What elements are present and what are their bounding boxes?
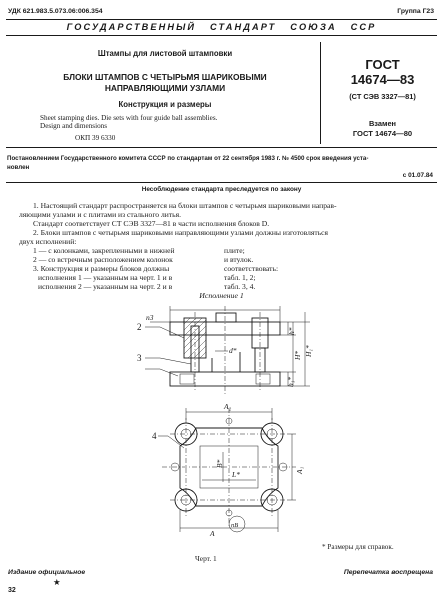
label-h1: h₁* xyxy=(286,376,295,387)
decree-line2: новлен xyxy=(7,164,30,171)
label-2: 2 xyxy=(137,322,142,332)
p2-item1-a: 1 — с колонками, закрепленными в нижней xyxy=(33,246,175,255)
st-sev-reference: (СТ СЭВ 3327—81) xyxy=(349,92,416,101)
footnote: * Размеры для справок. xyxy=(322,543,394,551)
gost-label: ГОСТ xyxy=(365,57,400,72)
p2-item2-b: и втулок. xyxy=(224,255,254,264)
p1-line2: ляющими узлами и с плитами из стального литья. xyxy=(19,210,181,219)
label-A: A xyxy=(210,529,215,538)
p3-a: 3. Конструкция и размеры блоков должны xyxy=(33,264,170,273)
label-4: 4 xyxy=(152,431,157,441)
p2-item1-b: плите; xyxy=(224,246,245,255)
p2-line2: двух исполнений: xyxy=(19,237,77,246)
page-number: 32 xyxy=(8,587,16,594)
effective-date: с 01.07.84 xyxy=(402,172,433,179)
p1-line3: Стандарт соответствует СТ СЭВ 3327—81 в части исполнения блоков D. xyxy=(33,219,270,228)
official-edition: Издание официальное xyxy=(8,569,86,576)
label-H: H* xyxy=(293,350,302,360)
english-title-line2: Design and dimensions xyxy=(40,122,108,130)
label-L: L* xyxy=(232,470,240,479)
edition-star: ★ xyxy=(53,577,61,587)
figure-caption: Черт. 1 xyxy=(195,554,217,563)
label-nB: nB xyxy=(231,522,239,529)
label-h: h* xyxy=(287,327,296,335)
p3-row2-a: исполнения 2 — указанным на черт. 2 и в xyxy=(38,282,173,291)
replaces-label: Взамен xyxy=(368,119,397,128)
p3-b: соответствовать: xyxy=(224,264,279,273)
label-B: B* xyxy=(215,459,224,468)
p2-line1: 2. Блоки штампов с четырьмя шариковыми направляющими узлами должны изготовляться xyxy=(33,228,329,237)
label-d: d* xyxy=(229,346,237,355)
label-3: 3 xyxy=(137,353,142,363)
okp-code: ОКП 39 6330 xyxy=(75,134,116,142)
english-title-line1: Sheet stamping dies. Die sets with four guide ball assemblies. xyxy=(40,114,218,122)
label-A1: A₁ xyxy=(295,466,304,474)
shank xyxy=(216,313,236,322)
p1-line1: 1. Настоящий стандарт распространяется на блоки штампов с четырьмя шариковыми направ- xyxy=(33,201,337,210)
label-A2: A₂ xyxy=(224,402,232,411)
p3-row1-b: табл. 1, 2; xyxy=(224,273,256,282)
decree-line1: Постановлением Государственного комитета СССР по стандартам от 22 сентября 1983 г. № 4500 срок введения уста- xyxy=(7,155,369,162)
standard-banner: ГОСУДАРСТВЕННЫЙ СТАНДАРТ СОЮЗА ССР xyxy=(66,22,377,32)
drawing-title: Исполнение 1 xyxy=(199,291,244,300)
udc-code: УДК 621.983.5.073.06:006.354 xyxy=(8,8,103,15)
label-n3: n3 xyxy=(146,313,154,322)
p3-row2-b: табл. 3, 4. xyxy=(224,282,256,291)
p3-row1-a: исполнения 1 — указанным на черт. 1 и в xyxy=(38,273,173,282)
subtitle: Конструкция и размеры xyxy=(118,100,212,109)
replaces-value: ГОСТ 14674—80 xyxy=(352,129,413,138)
reprint-forbidden: Перепечатка воспрещена xyxy=(343,569,433,576)
label-H1: H₁* xyxy=(304,345,313,357)
legal-notice: Несоблюдение стандарта преследуется по закону xyxy=(141,186,302,193)
group-code: Группа Г23 xyxy=(397,8,434,15)
p2-item2-a: 2 — со встречным расположением колонок xyxy=(33,255,173,264)
category-title: Штампы для листовой штамповки xyxy=(97,49,233,58)
main-title-line1: БЛОКИ ШТАМПОВ С ЧЕТЫРЬМЯ ШАРИКОВЫМИ xyxy=(63,72,267,82)
main-title-line2: НАПРАВЛЯЮЩИМИ УЗЛАМИ xyxy=(104,83,226,93)
plan-view xyxy=(158,408,296,532)
gost-number: 14674—83 xyxy=(350,72,415,87)
